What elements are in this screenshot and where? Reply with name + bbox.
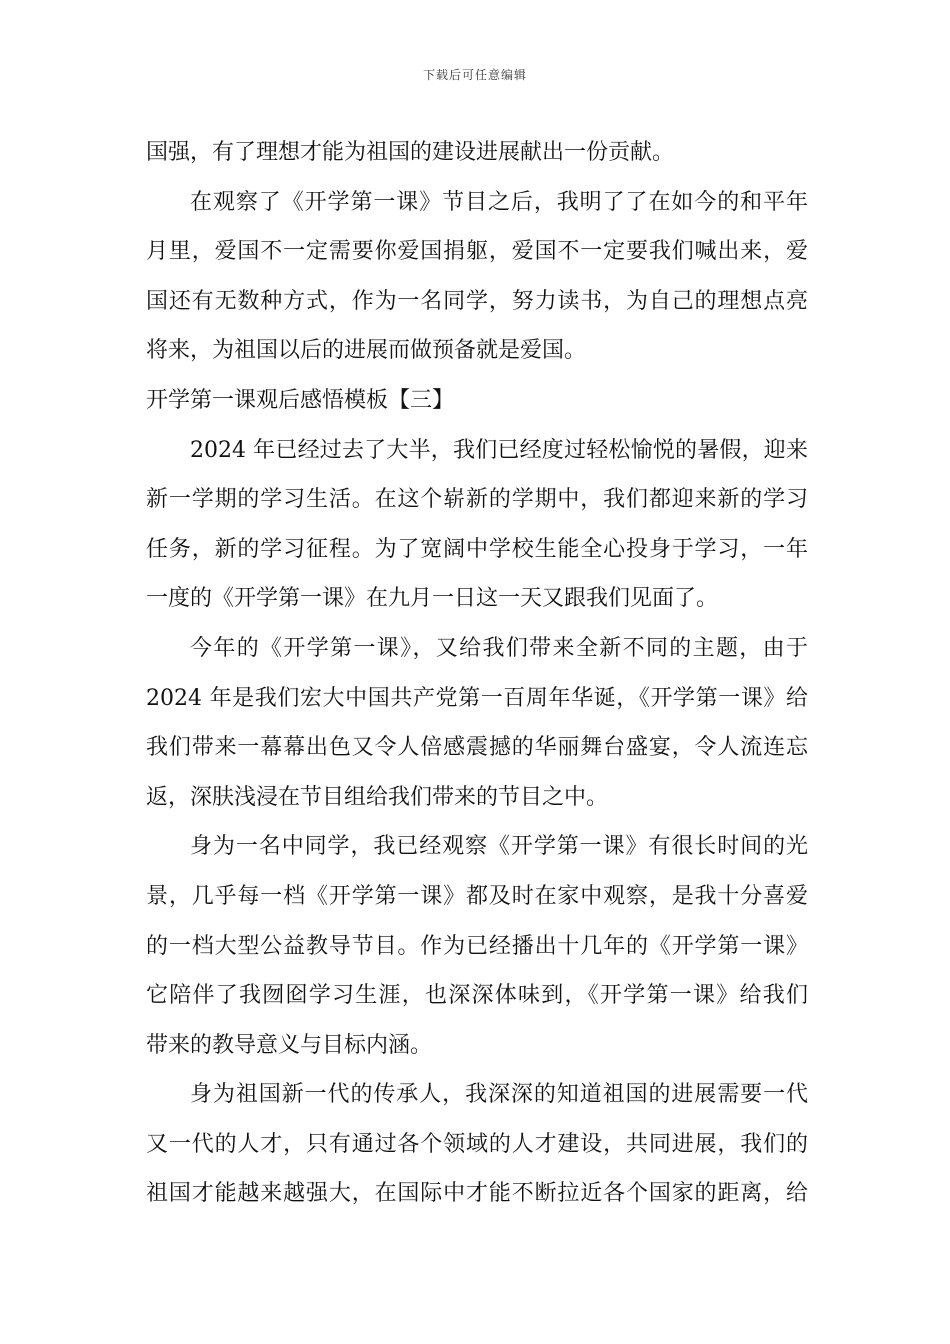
text-line: 景，几乎每一档《开学第一课》都及时在家中观察，是我十分喜爱	[146, 883, 808, 909]
text-line: 2024 年已经过去了大半，我们已经度过轻松愉悦的暑假，迎来	[190, 437, 808, 463]
text-line: 一度的《开学第一课》在九月一日这一天又跟我们见面了。	[146, 586, 719, 612]
text-line: 身为祖国新一代的传承人，我深深的知道祖国的进展需要一代	[190, 1082, 808, 1108]
text-line: 它陪伴了我囫囵学习生涯，也深深体味到，《开学第一课》给我们	[146, 983, 808, 1009]
page-header-note: 下载后可任意编辑	[422, 68, 527, 82]
text-line: 在观察了《开学第一课》节目之后，我明了了在如今的和平年	[190, 189, 808, 215]
text-line: 的一档大型公益教导节目。作为已经播出十几年的《开学第一课》	[146, 933, 808, 959]
document-body	[146, 128, 808, 1219]
text-line: 将来，为祖国以后的进展而做预备就是爱国。	[146, 338, 587, 364]
section-heading: 开学第一课观后感悟模板【三】	[146, 387, 455, 413]
text-line: 返，深肤浅浸在节目组给我们带来的节目之中。	[146, 784, 609, 810]
text-line: 今年的《开学第一课》，又给我们带来全新不同的主题，由于	[190, 635, 808, 661]
text-line: 我们带来一幕幕出色又令人倍感震撼的华丽舞台盛宴，令人流连忘	[146, 735, 808, 761]
text-line: 祖国才能越来越强大，在国际中才能不断拉近各个国家的距离，给	[146, 1181, 808, 1207]
text-line: 月里，爱国不一定需要你爱国捐躯，爱国不一定要我们喊出来，爱	[146, 239, 808, 265]
text-line: 身为一名中同学，我已经观察《开学第一课》有很长时间的光	[190, 834, 808, 860]
text-line: 带来的教导意义与目标内涵。	[146, 1032, 433, 1058]
text-line: 2024 年是我们宏大中国共产党第一百周年华诞，《开学第一课》给	[146, 685, 808, 711]
text-line: 新一学期的学习生活。在这个崭新的学期中，我们都迎来新的学习	[146, 487, 808, 513]
text-line: 任务，新的学习征程。为了宽阔中学校生能全心投身于学习，一年	[146, 536, 808, 562]
text-line: 又一代的人才，只有通过各个领域的人才建设，共同进展，我们的	[146, 1131, 808, 1157]
text-line: 国还有无数种方式，作为一名同学，努力读书，为自己的理想点亮	[146, 288, 808, 314]
text-line: 国强，有了理想才能为祖国的建设进展献出一份贡献。	[146, 140, 675, 165]
